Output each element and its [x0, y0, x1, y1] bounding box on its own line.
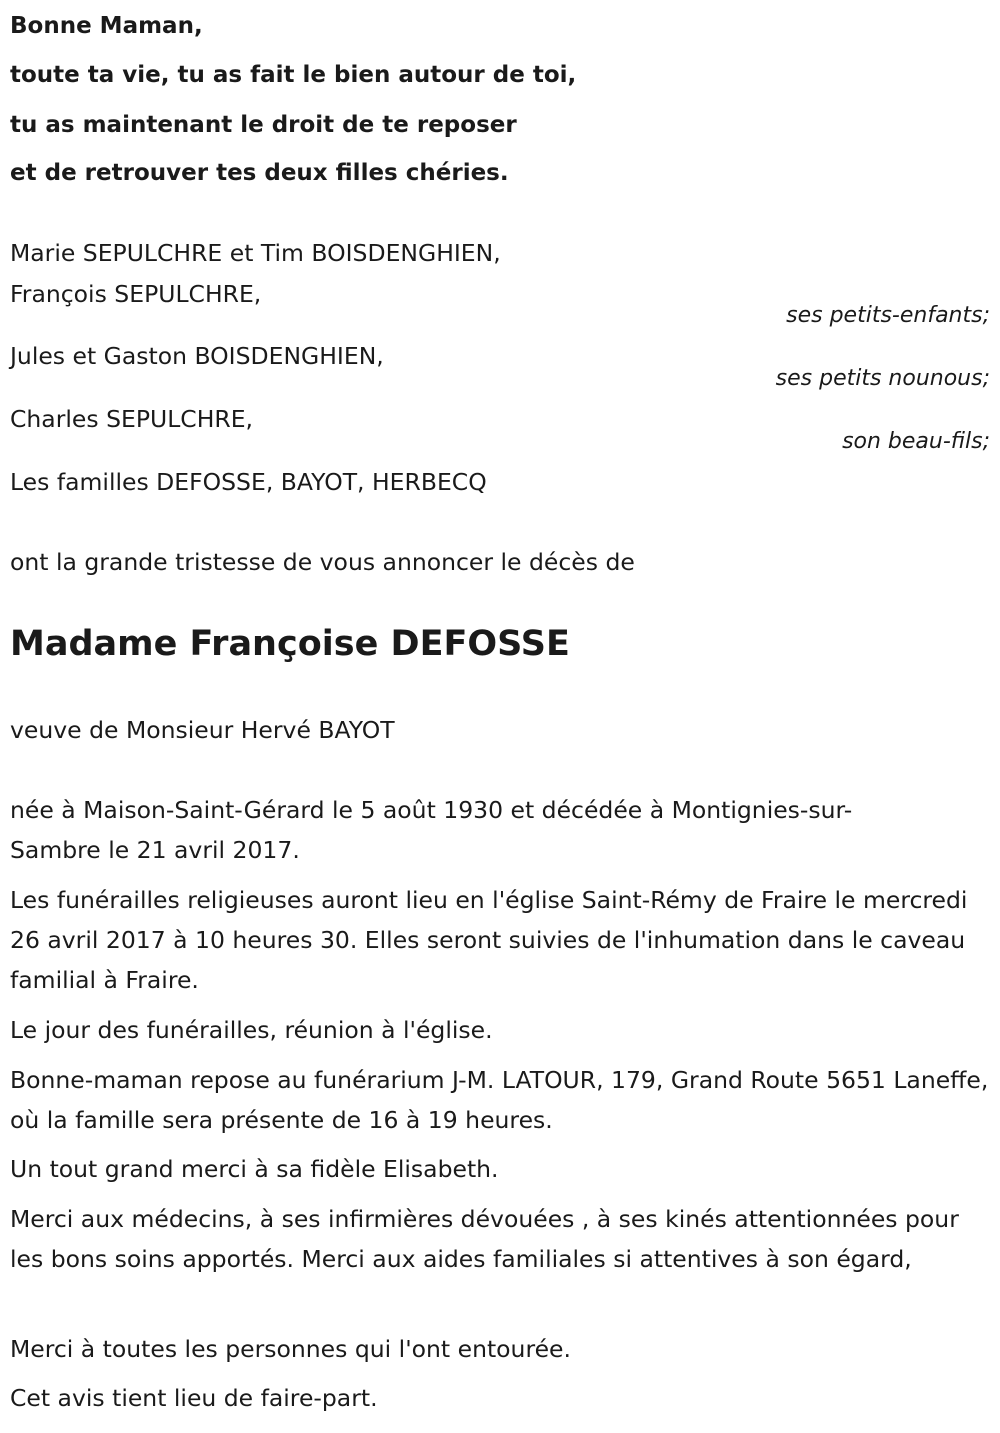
- poem-line-1: Bonne Maman,: [10, 13, 203, 39]
- thanks-elisabeth-paragraph: Un tout grand merci à sa fidèle Elisabeth.: [10, 1155, 499, 1183]
- notice-paragraph: Cet avis tient lieu de faire-part.: [10, 1384, 378, 1412]
- soninlaw-line: Charles SEPULCHRE,: [10, 405, 254, 433]
- thanks-all-paragraph: Merci à toutes les personnes qui l'ont entourée.: [10, 1335, 571, 1363]
- thanks-medical-paragraph: Merci aux médecins, à ses infirmières dévouées , à ses kinés attentionnées pour les bons soins apportés. Merci aux aides familiales si attentives à son égard,: [10, 1205, 959, 1273]
- soninlaw-role: son beau-fils;: [842, 429, 990, 454]
- deceased-name: Madame Françoise DEFOSSE: [10, 624, 570, 664]
- poem-line-3: tu as maintenant le droit de te reposer: [10, 112, 517, 138]
- poem-line-2: toute ta vie, tu as fait le bien autour de toi,: [10, 62, 577, 88]
- birth-death-paragraph: née à Maison-Saint-Gérard le 5 août 1930 et décédée à Montignies-sur-Sambre le 21 avril 2017.: [10, 796, 853, 864]
- obituary-notice: [10, 0, 990, 1433]
- families-line: Les familles DEFOSSE, BAYOT, HERBECQ: [10, 468, 487, 496]
- grandchildren-line-2: François SEPULCHRE,: [10, 280, 262, 308]
- rests-paragraph: Bonne-maman repose au funérarium J-M. LATOUR, 179, Grand Route 5651 Laneffe, où la famille sera présente de 16 à 19 heures.: [10, 1066, 989, 1134]
- greatgrandchildren-role: ses petits nounous;: [775, 366, 990, 391]
- announcement-text: ont la grande tristesse de vous annoncer le décès de: [10, 548, 635, 576]
- greatgrandchildren-line: Jules et Gaston BOISDENGHIEN,: [10, 342, 384, 370]
- grandchildren-role: ses petits-enfants;: [786, 303, 990, 328]
- gathering-paragraph: Le jour des funérailles, réunion à l'église.: [10, 1016, 493, 1044]
- poem-line-4: et de retrouver tes deux filles chéries.: [10, 160, 509, 186]
- funeral-paragraph: Les funérailles religieuses auront lieu en l'église Saint-Rémy de Fraire le mercredi 26 avril 2017 à 10 heures 30. Elles seront suivies de l'inhumation dans le caveau familial à Fraire.: [10, 886, 968, 994]
- widow-of-line: veuve de Monsieur Hervé BAYOT: [10, 716, 395, 744]
- grandchildren-line-1: Marie SEPULCHRE et Tim BOISDENGHIEN,: [10, 239, 501, 267]
